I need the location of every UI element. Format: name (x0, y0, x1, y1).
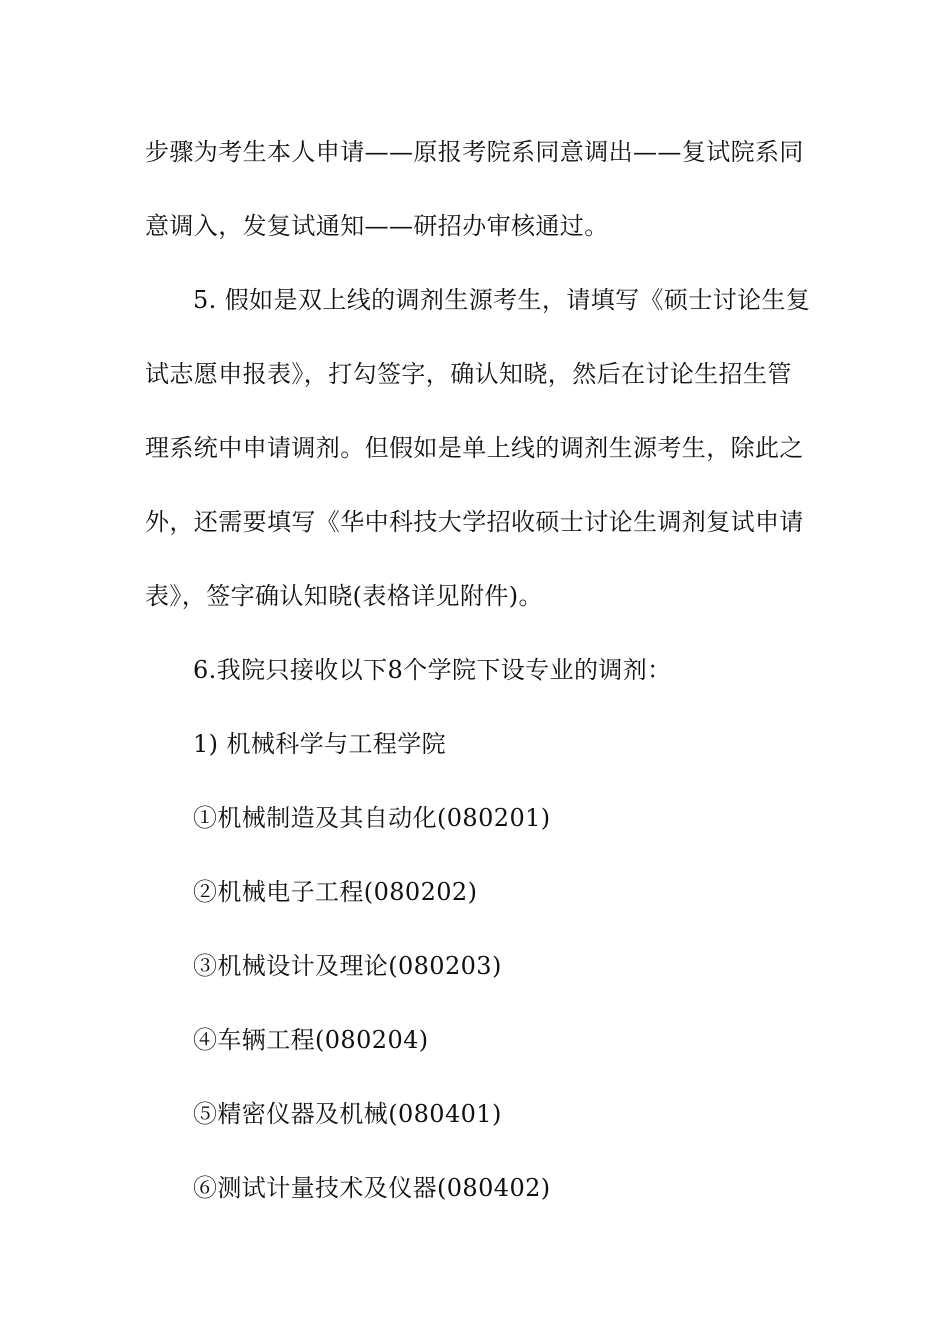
list-item-6: ⑥测试计量技术及仪器(080402) (193, 1174, 551, 1202)
list-item-3: ③机械设计及理论(080203) (193, 952, 502, 980)
text-line-5: 理系统中申请调剂。但假如是单上线的调剂生源考生，除此之 (145, 434, 804, 462)
text-line-3: 5. 假如是双上线的调剂生源考生，请填写《硕士讨论生复 (193, 286, 811, 314)
text-line-6: 外，还需要填写《华中科技大学招收硕士讨论生调剂复试申请 (145, 508, 804, 536)
list-item-1: ①机械制造及其自动化(080201) (193, 804, 551, 832)
text-line-4: 试志愿申报表》，打勾签字，确认知晓，然后在讨论生招生管 (145, 360, 792, 388)
text-line-1: 步骤为考生本人申请——原报考院系同意调出——复试院系同 (145, 138, 804, 166)
text-line-2: 意调入，发复试通知——研招办审核通过。 (145, 212, 609, 240)
text-line-9: 1) 机械科学与工程学院 (193, 730, 447, 758)
list-item-4: ④车辆工程(080204) (193, 1026, 429, 1054)
text-line-8: 6.我院只接收以下8个学院下设专业的调剂： (193, 656, 672, 684)
list-item-5: ⑤精密仪器及机械(080401) (193, 1100, 502, 1128)
list-item-2: ②机械电子工程(080202) (193, 878, 478, 906)
text-line-7: 表》，签字确认知晓(表格详见附件)。 (145, 582, 543, 610)
